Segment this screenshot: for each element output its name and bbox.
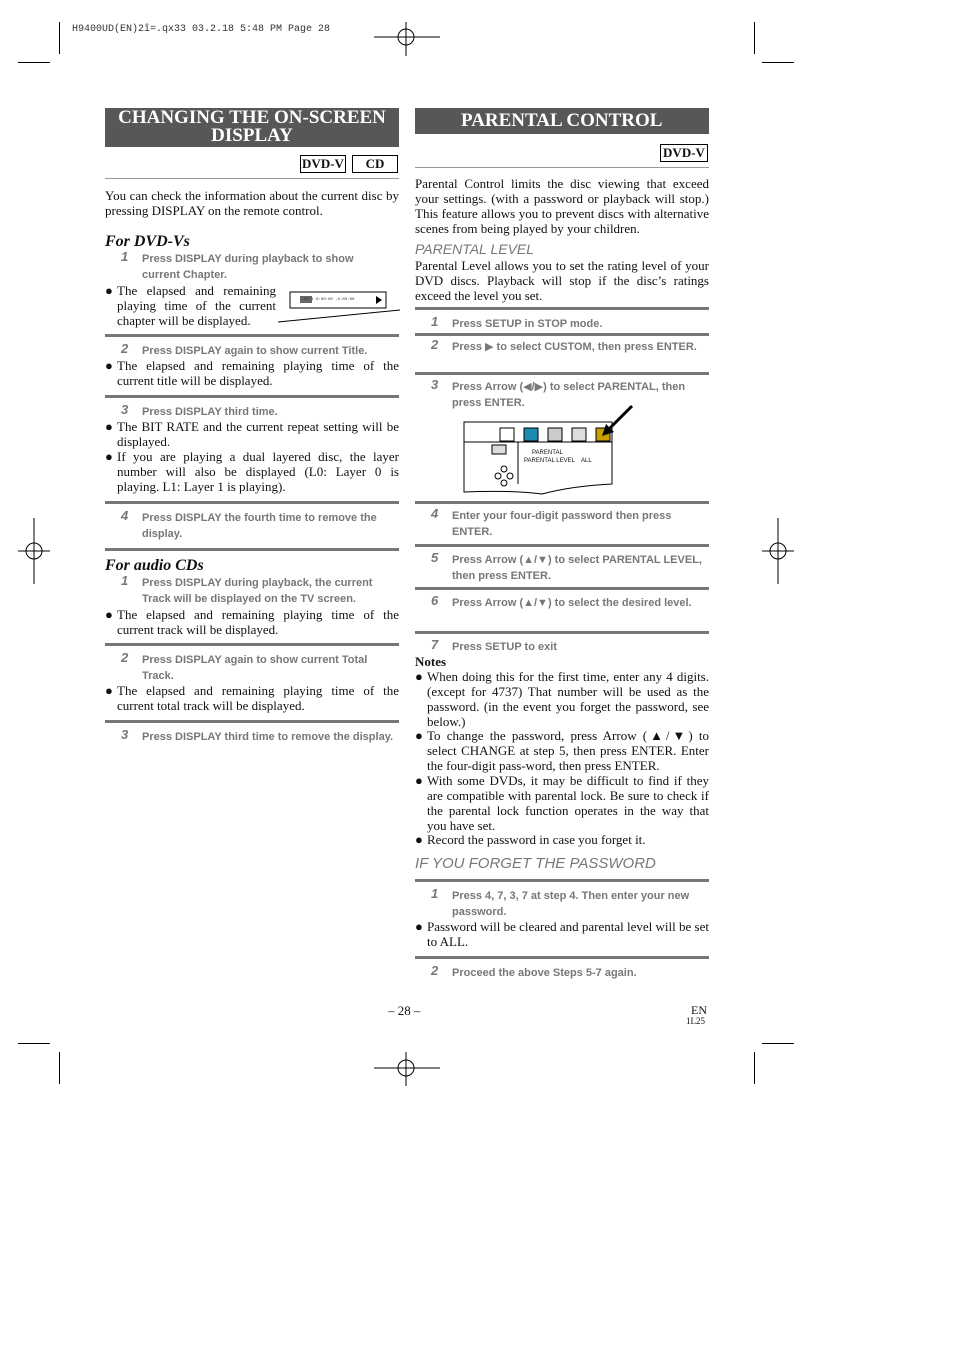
step-number: 6 bbox=[431, 593, 439, 608]
divider bbox=[415, 167, 709, 168]
step-divider bbox=[415, 307, 709, 310]
osd-display-illustration bbox=[278, 288, 400, 324]
bullet-text: The elapsed and remaining playing time of the current chapter will be displayed. bbox=[117, 283, 276, 328]
divider bbox=[105, 178, 399, 179]
parental-level-text: Parental Level allows you to set the rating level of your DVD discs. Playback will stop if the disc’s ratings exceed the level you set. bbox=[415, 258, 709, 303]
registration-mark-top bbox=[374, 22, 440, 56]
title-line: DISPLAY bbox=[211, 125, 293, 146]
step-divider bbox=[415, 879, 709, 882]
step-divider bbox=[105, 501, 399, 504]
step-text: Press DISPLAY third time to remove the display. bbox=[142, 731, 394, 743]
step-text: Proceed the above Steps 5-7 again. bbox=[452, 967, 637, 979]
crop-mark bbox=[754, 22, 755, 54]
crop-mark bbox=[59, 22, 60, 54]
step-number: 4 bbox=[121, 508, 129, 523]
cd-step-1 bbox=[105, 575, 399, 607]
bullet-text: With some DVDs, it may be difficult to find if they are compatible with parental lock. Be sure to check if the parental lock function operates in the way that you have set. bbox=[427, 773, 709, 833]
step-divider bbox=[105, 548, 399, 551]
step-divider bbox=[415, 372, 709, 375]
title-line: CHANGING THE ON-SCREEN bbox=[118, 107, 386, 128]
step-number: 2 bbox=[121, 650, 129, 665]
step-number: 1 bbox=[431, 886, 439, 901]
step-divider bbox=[105, 720, 399, 723]
bullet-text: Record the password in case you forget it. bbox=[427, 832, 646, 847]
section-title-parental bbox=[415, 108, 709, 134]
dvd-step-3 bbox=[105, 404, 399, 420]
parental-step-4 bbox=[415, 508, 709, 540]
step-text: Press DISPLAY again to show current Total Track. bbox=[142, 654, 368, 682]
step-number: 3 bbox=[431, 377, 439, 392]
step-text: Press SETUP in STOP mode. bbox=[452, 318, 603, 330]
dvd-step-4 bbox=[105, 510, 381, 542]
badge-dvd-v: DVD-V bbox=[660, 144, 708, 162]
step-number: 3 bbox=[121, 727, 129, 742]
parental-step-2 bbox=[415, 339, 709, 371]
bullet-dot: ● bbox=[415, 669, 423, 684]
step-text: Press DISPLAY during playback to show current Chapter. bbox=[142, 253, 354, 281]
step-number: 1 bbox=[121, 249, 129, 264]
step-number: 2 bbox=[431, 963, 439, 978]
bullet-text: The elapsed and remaining playing time of the current title will be displayed. bbox=[117, 358, 399, 388]
badge-cd: CD bbox=[352, 155, 398, 173]
heading-forget-password: IF YOU FORGET THE PASSWORD bbox=[415, 855, 656, 872]
heading-for-audio-cd: For audio CDs bbox=[105, 557, 204, 574]
bullet-text: To change the password, press Arrow (▲/▼) to select CHANGE at step 5, then press ENTER. Enter the four-digit pass-word, then press ENTER. bbox=[427, 728, 709, 773]
notes-heading: Notes bbox=[415, 654, 447, 669]
registration-mark-bottom bbox=[374, 1052, 440, 1086]
step-divider bbox=[415, 631, 709, 634]
heading-parental-level: PARENTAL LEVEL bbox=[415, 241, 535, 257]
step-divider bbox=[105, 395, 399, 398]
step-text: Press DISPLAY third time. bbox=[142, 406, 278, 418]
step-text: Press SETUP to exit bbox=[452, 641, 557, 653]
cd-bullet-2 bbox=[105, 683, 399, 713]
crop-mark bbox=[59, 1052, 60, 1084]
cd-bullet-1 bbox=[105, 607, 399, 637]
bullet-dot: ● bbox=[415, 832, 423, 847]
dvd-step-2 bbox=[105, 343, 399, 359]
bullet-text: When doing this for the first time, enter any 4 digits. (except for 4737) That number will be used as the password. (in the event you forget the password, see below.) bbox=[427, 669, 709, 729]
bullet-dot: ● bbox=[105, 683, 113, 698]
parental-step-5 bbox=[415, 552, 709, 584]
step-text: Press DISPLAY during playback, the current Track will be displayed on the TV screen. bbox=[142, 577, 373, 605]
bullet-text: The elapsed and remaining playing time of the current track will be displayed. bbox=[117, 607, 399, 637]
title-text: PARENTAL CONTROL bbox=[461, 110, 663, 131]
menu-label-parental: PARENTAL bbox=[532, 450, 563, 456]
forget-step-2 bbox=[415, 965, 709, 981]
bullet-dot: ● bbox=[415, 728, 423, 743]
page-number: – 28 – bbox=[388, 1003, 421, 1018]
dvd-bullet-4 bbox=[105, 449, 399, 494]
menu-label-level: PARENTAL LEVEL ALL bbox=[524, 458, 592, 464]
note-1 bbox=[415, 669, 709, 729]
dvd-bullet-1 bbox=[105, 283, 276, 329]
badge-dvd-v: DVD-V bbox=[300, 155, 346, 173]
dvd-step-1 bbox=[105, 251, 381, 283]
parental-step-6 bbox=[415, 595, 709, 627]
intro-text: You can check the information about the current disc by pressing DISPLAY on the remote control. bbox=[105, 188, 399, 218]
forget-step-1 bbox=[415, 888, 691, 920]
section-title-display bbox=[105, 108, 399, 147]
crop-mark bbox=[762, 1043, 794, 1044]
registration-mark-right bbox=[762, 518, 794, 584]
crop-mark bbox=[754, 1052, 755, 1084]
step-text: Press DISPLAY again to show current Title. bbox=[142, 345, 368, 357]
step-number: 4 bbox=[431, 506, 439, 521]
dvd-bullet-3 bbox=[105, 419, 399, 449]
registration-mark-left bbox=[18, 518, 50, 584]
step-number: 7 bbox=[431, 637, 439, 652]
step-text: Press 4, 7, 3, 7 at step 4. Then enter your new password. bbox=[452, 890, 690, 918]
step-number: 1 bbox=[121, 573, 129, 588]
parental-step-7 bbox=[415, 639, 709, 655]
step-number: 1 bbox=[431, 314, 439, 329]
note-3 bbox=[415, 773, 709, 833]
bullet-text: The elapsed and remaining playing time of the current total track will be displayed. bbox=[117, 683, 399, 713]
step-number: 2 bbox=[431, 337, 439, 352]
bullet-text: If you are playing a dual layered disc, the layer number will also be displayed (L0: Layer 0 is playing. L1: Layer 1 is playing). bbox=[117, 449, 399, 494]
step-divider bbox=[105, 334, 399, 337]
cd-step-3 bbox=[105, 729, 399, 761]
bullet-dot: ● bbox=[105, 449, 113, 464]
crop-mark bbox=[18, 1043, 50, 1044]
step-divider bbox=[415, 501, 709, 504]
bullet-text: Password will be cleared and parental level will be set to ALL. bbox=[427, 919, 709, 949]
crop-mark bbox=[18, 62, 50, 63]
step-divider bbox=[415, 587, 709, 590]
step-text: Enter your four-digit password then press ENTER. bbox=[452, 510, 672, 538]
document-code: 1L25 bbox=[686, 1016, 705, 1026]
print-slug: H9400UD(EN)2î=.qx33 03.2.18 5:48 PM Page 28 bbox=[72, 24, 331, 35]
step-divider bbox=[105, 643, 399, 646]
bullet-dot: ● bbox=[105, 283, 113, 298]
forget-bullet bbox=[415, 919, 709, 949]
step-divider bbox=[415, 333, 709, 336]
parental-intro: Parental Control limits the disc viewing that exceed your settings. (with a password or playback will stop.) This feature allows you to prevent discs with alternative scenes from being played by your children. bbox=[415, 176, 709, 236]
dvd-bullet-2 bbox=[105, 358, 399, 388]
step-text: Press ▶ to select CUSTOM, then press ENTER. bbox=[452, 341, 697, 353]
note-2 bbox=[415, 728, 709, 773]
bullet-dot: ● bbox=[415, 773, 423, 788]
parental-step-1 bbox=[415, 316, 709, 332]
step-number: 5 bbox=[431, 550, 439, 565]
step-text: Press DISPLAY the fourth time to remove the display. bbox=[142, 512, 377, 540]
step-text: Press Arrow (▲/▼) to select the desired level. bbox=[452, 597, 692, 609]
language-code: EN bbox=[691, 1003, 707, 1017]
step-divider bbox=[415, 956, 709, 959]
bullet-dot: ● bbox=[105, 607, 113, 622]
step-text: Press Arrow (▲/▼) to select PARENTAL LEVEL, then press ENTER. bbox=[452, 554, 702, 582]
step-number: 3 bbox=[121, 402, 129, 417]
step-text: Press Arrow (◀/▶) to select PARENTAL, then press ENTER. bbox=[452, 381, 686, 409]
heading-for-dvd: For DVD-Vs bbox=[105, 233, 190, 250]
step-divider bbox=[415, 544, 709, 547]
note-4 bbox=[415, 832, 709, 847]
bullet-text: The BIT RATE and the current repeat setting will be displayed. bbox=[117, 419, 399, 449]
bullet-dot: ● bbox=[105, 358, 113, 373]
bullet-dot: ● bbox=[415, 919, 423, 934]
step-number: 2 bbox=[121, 341, 129, 356]
crop-mark bbox=[762, 62, 794, 63]
osd-text: CH 1 0:00:00 -0:00:00 bbox=[304, 298, 355, 302]
cd-step-2 bbox=[105, 652, 399, 684]
bullet-dot: ● bbox=[105, 419, 113, 434]
